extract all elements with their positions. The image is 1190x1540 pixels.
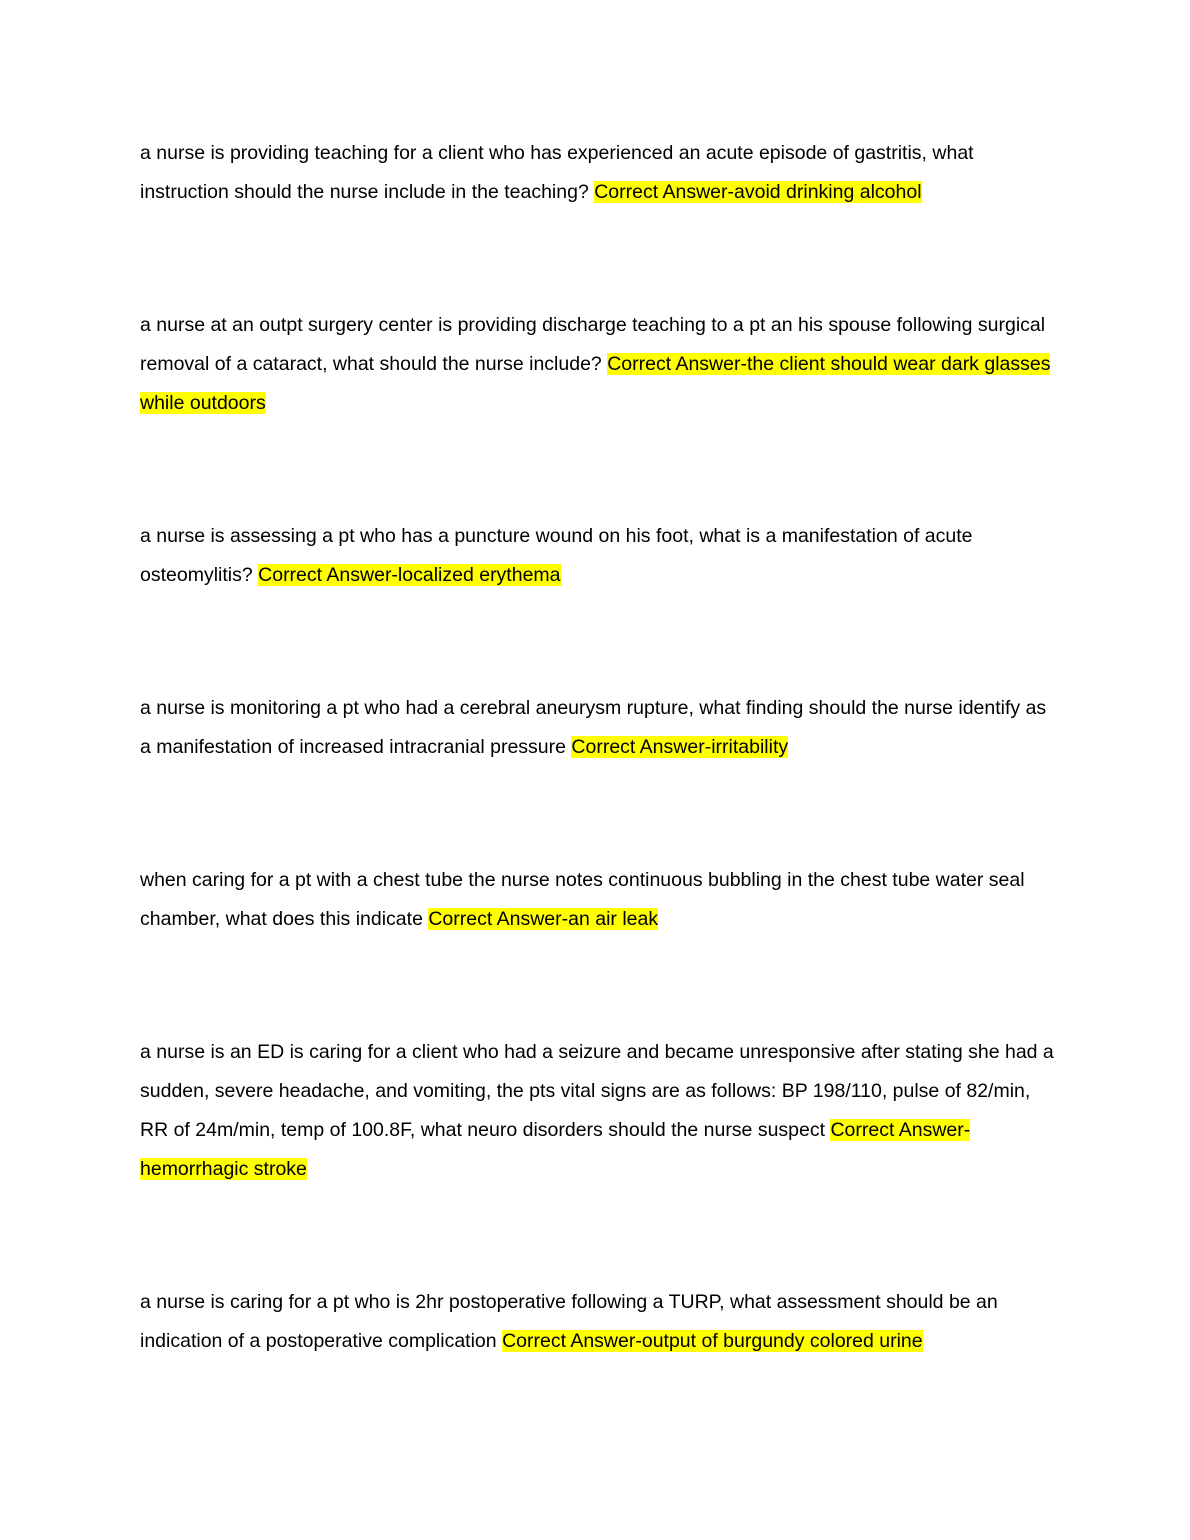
answer-highlight: Correct Answer-irritability [571,736,789,758]
question-text: a nurse is assessing a pt who has a puncture wound on his foot, what is a manifestation of acute osteomylitis? [140,525,973,586]
qa-item [140,1283,1060,1361]
question-text: a nurse is monitoring a pt who had a cerebral aneurysm rupture, what finding should the nurse identify as a manifestation of increased intracranial pressure [140,697,1047,758]
qa-item [140,517,1060,595]
answer-highlight: Correct Answer-avoid drinking alcohol [594,181,922,203]
question-text: when caring for a pt with a chest tube the nurse notes continuous bubbling in the chest tube water seal chamber, what does this indicate [140,869,1025,930]
question-text: a nurse is caring for a pt who is 2hr postoperative following a TURP, what assessment should be an indication of a postoperative complication [140,1291,998,1352]
question-text: a nurse is providing teaching for a client who has experienced an acute episode of gastritis, what instruction should the nurse include in the teaching? [140,142,974,203]
question-text: a nurse is an ED is caring for a client who had a seizure and became unresponsive after stating she had a sudden, severe headache, and vomiting, the pts vital signs are as follows: BP 198/110, pulse of 82/min, RR of 24m/min, temp of 100.8F, what neuro disorders should the nurse suspect [140,1041,1054,1141]
qa-item [140,1033,1060,1189]
answer-highlight: Correct Answer-an air leak [428,908,659,930]
qa-item [140,689,1060,767]
question-text: a nurse at an outpt surgery center is providing discharge teaching to a pt an his spouse following surgical removal of a cataract, what should the nurse include? [140,314,1046,375]
qa-item [140,861,1060,939]
qa-item [140,134,1060,212]
answer-highlight: Correct Answer-the client should wear dark glasses while outdoors [140,353,1051,414]
qa-item [140,306,1060,423]
answer-highlight: Correct Answer-hemorrhagic stroke [140,1119,971,1180]
answer-highlight: Correct Answer-output of burgundy colored urine [502,1330,923,1352]
answer-highlight: Correct Answer-localized erythema [258,564,561,586]
